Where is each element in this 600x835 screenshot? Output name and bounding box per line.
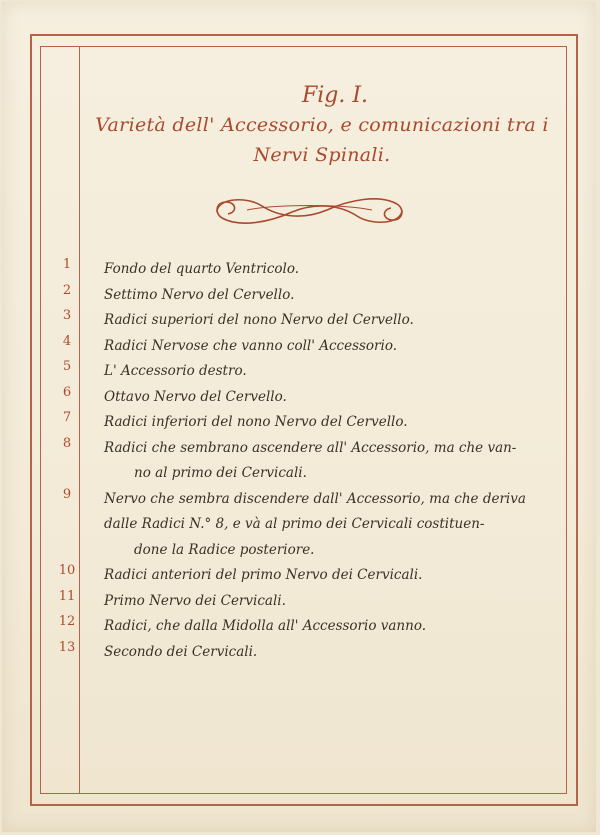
item-text: Radici Nervose che vanno coll' Accessorio. [104,337,398,354]
title-line-2: Nervi Spinali. [253,144,391,166]
list-item [52,283,552,309]
item-text: Secondo dei Cervicali. [104,643,258,660]
item-number: 5 [62,359,72,374]
item-text: Nervo che sembra discendere dall' Accessorio, ma che deriva [104,490,526,507]
item-text: Settimo Nervo del Cervello. [104,286,295,303]
list-item [52,589,552,615]
figure-label: Fig. I. [301,83,369,108]
item-number: 10 [58,563,76,578]
list-item [52,563,552,589]
item-number: 7 [62,410,72,425]
item-text: Radici inferiori del nono Nervo del Cervello. [104,414,408,430]
item-text-continued: done la Radice posteriore. [134,541,315,558]
item-text: Radici anteriori del primo Nervo dei Cervicali. [104,567,423,583]
page-header [82,82,562,170]
item-number: 11 [58,588,76,604]
manuscript-page [2,2,596,832]
list-item [52,385,552,411]
item-text: Ottavo Nervo del Cervello. [104,388,287,405]
item-number: 3 [62,308,72,323]
list-item [52,487,552,564]
list-item [52,334,552,360]
item-number: 1 [62,257,72,272]
item-number: 8 [62,435,72,451]
calligraphic-flourish [207,190,412,230]
item-text: L' Accessorio destro. [104,363,247,379]
item-text: Radici, che dalla Midolla all' Accessorio vanno. [104,618,426,634]
item-number: 4 [62,333,72,349]
item-number: 2 [62,282,72,298]
item-text-continued: no al primo dei Cervicali. [134,465,307,481]
list-item [52,257,552,283]
list-item [52,640,552,666]
title-line-1: Varietà dell' Accessorio, e comunicazioni tra i [95,114,549,136]
item-text: Radici che sembrano ascendere all' Accessorio, ma che van- [104,439,517,456]
item-text: Radici superiori del nono Nervo del Cervello. [104,312,414,328]
legend-list [52,257,552,665]
list-item [52,359,552,385]
list-item [52,308,552,334]
item-number: 6 [62,384,72,400]
list-item [52,410,552,436]
list-item [52,436,552,487]
item-number: 13 [58,639,76,655]
list-item [52,614,552,640]
item-text-continued: dalle Radici N.° 8, e và al primo dei Cervicali costituen- [104,516,485,532]
item-text: Fondo del quarto Ventricolo. [104,261,300,277]
item-number: 12 [58,614,76,629]
item-number: 9 [62,486,72,502]
item-text: Primo Nervo dei Cervicali. [104,592,286,609]
